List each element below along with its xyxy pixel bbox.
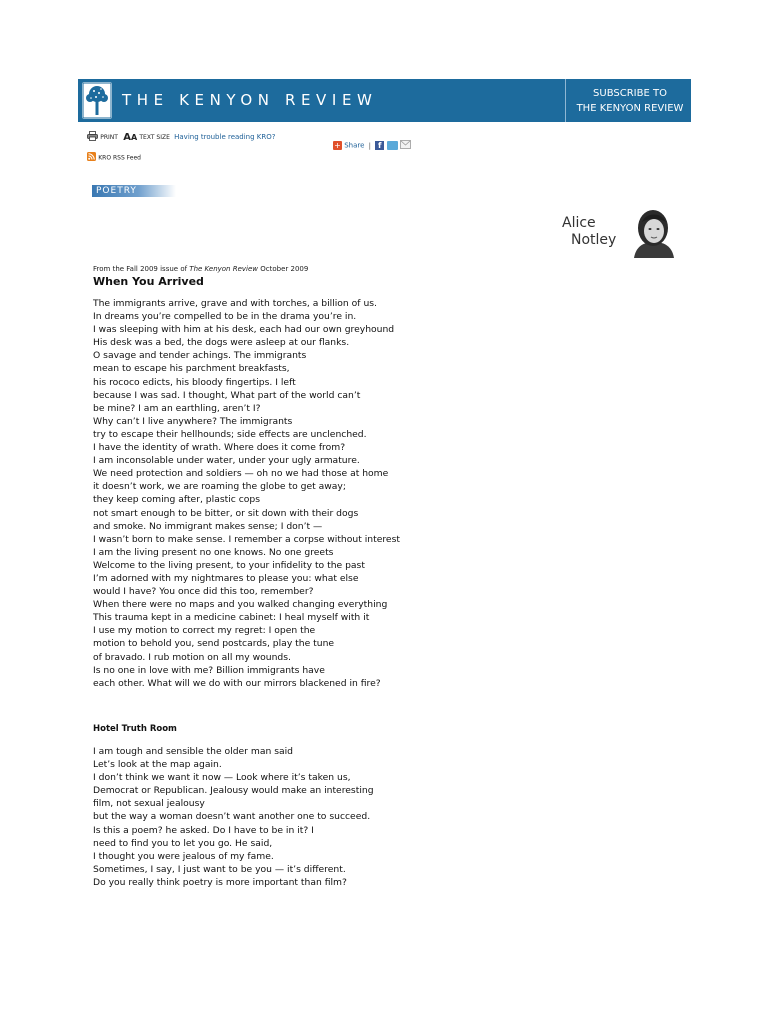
poem-line: In dreams you’re compelled to be in the drama you’re in.	[93, 311, 357, 323]
journal-name: The Kenyon Review	[189, 265, 259, 273]
poem-body-hotel-truth-room	[93, 745, 374, 889]
issue-date: October 2009	[260, 265, 309, 273]
poem-line: film, not sexual jealousy	[93, 798, 205, 810]
poem-line: Is this a poem? he asked. Do I have to be in it? I	[93, 824, 314, 836]
kenyon-tree-logo-icon[interactable]	[82, 82, 112, 119]
poem-line: because I was sad. I thought, What part of the world can’t	[93, 389, 361, 401]
issue-citation	[93, 265, 308, 273]
email-icon[interactable]	[400, 140, 411, 151]
poem-title-hotel-truth-room: Hotel Truth Room	[93, 724, 177, 734]
poem-line: be mine? I am an earthling, aren’t I?	[93, 402, 261, 414]
poem-line: and smoke. No immigrant makes sense; I don’t —	[93, 520, 323, 532]
share-link[interactable]: Share	[344, 141, 365, 150]
printer-icon[interactable]	[87, 131, 98, 143]
poem-line: not smart enough to be bitter, or sit down with their dogs	[93, 507, 359, 519]
poem-line: When there were no maps and you walked changing everything	[93, 599, 388, 611]
rss-icon[interactable]	[87, 152, 96, 163]
poem-line: Is no one in love with me? Billion immigrants have	[93, 664, 325, 676]
poem-line: it doesn’t work, we are roaming the globe to get away;	[93, 481, 346, 493]
poem-line: Democrat or Republican. Jealousy would make an interesting	[93, 785, 374, 797]
poem-line: I wasn’t born to make sense. I remember a corpse without interest	[93, 533, 400, 545]
poem-line: I am inconsolable under water, under your ugly armature.	[93, 455, 360, 467]
poem-line: they keep coming after, plastic cops	[93, 494, 261, 506]
text-size-icon[interactable]: AA	[123, 131, 138, 143]
poem-line: I’m adorned with my nightmares to please you: what else	[93, 572, 359, 584]
poem-line: his rococo edicts, his bloody fingertips. I left	[93, 376, 296, 388]
poem-line: Why can’t I live anywhere? The immigrants	[93, 415, 293, 427]
facebook-icon[interactable]: f	[375, 141, 384, 150]
text-size-link[interactable]: TEXT SIZE	[139, 134, 170, 141]
section-tab-poetry[interactable]	[92, 185, 176, 197]
share-separator: |	[368, 141, 372, 150]
poem-line: His desk was a bed, the dogs were asleep at our flanks.	[93, 337, 350, 349]
author-first-name: Alice	[562, 215, 596, 231]
subscribe-button[interactable]	[572, 86, 688, 116]
poem-line: Sometimes, I say, I just want to be you — it’s different.	[93, 863, 346, 875]
article-tools	[87, 131, 275, 143]
poem-line: This trauma kept in a medicine cabinet: I heal myself with it	[93, 612, 370, 624]
poem-line: of bravado. I rub motion on all my wounds.	[93, 651, 291, 663]
poem-line: Do you really think poetry is more important than film?	[93, 876, 347, 888]
poem-line: try to escape their hellhounds; side effects are unclenched.	[93, 428, 367, 440]
poem-line: I don’t think we want it now — Look where it’s taken us,	[93, 772, 351, 784]
poem-line: Let’s look at the map again.	[93, 759, 222, 771]
poem-body-when-you-arrived	[93, 297, 400, 690]
share-plus-icon[interactable]: +	[334, 141, 341, 150]
poem-line: I use my motion to correct my regret: I open the	[93, 625, 316, 637]
poem-line: We need protection and soldiers — oh no we had those at home	[93, 468, 389, 480]
share-bar	[333, 140, 411, 151]
author-last-name: Notley	[571, 232, 617, 248]
print-link[interactable]: PRINT	[100, 134, 118, 141]
poem-line: would I have? You once did this too, remember?	[93, 586, 314, 598]
poem-title-when-you-arrived: When You Arrived	[93, 275, 204, 288]
poem-line: I have the identity of wrath. Where does it come from?	[93, 442, 346, 454]
poem-line: The immigrants arrive, grave and with torches, a billion of us.	[93, 298, 377, 309]
banner-divider	[565, 79, 566, 122]
poem-line: O savage and tender achings. The immigrants	[93, 350, 307, 362]
issue-prefix: From the Fall 2009 issue of	[93, 265, 188, 273]
author-portrait	[626, 206, 681, 258]
rss-row	[87, 152, 141, 163]
poem-line: but the way a woman doesn’t want another one to succeed.	[93, 811, 371, 823]
rss-feed-link[interactable]: KRO RSS Feed	[98, 154, 141, 162]
trouble-reading-link[interactable]: Having trouble reading KRO?	[174, 133, 276, 141]
subscribe-line-1: SUBSCRIBE TO	[593, 88, 667, 99]
poem-line: motion to behold you, send postcards, play the tune	[93, 638, 335, 650]
site-title[interactable]: THE KENYON REVIEW	[122, 91, 378, 109]
poem-line: each other. What will we do with our mirrors blackened in fire?	[93, 677, 381, 689]
site-banner	[78, 79, 691, 122]
poem-line: I thought you were jealous of my fame.	[93, 850, 274, 862]
section-label: POETRY	[96, 186, 137, 196]
poem-line: I am tough and sensible the older man said	[93, 746, 293, 757]
poem-line: Welcome to the living present, to your infidelity to the past	[93, 559, 365, 571]
subscribe-line-2: THE KENYON REVIEW	[576, 103, 684, 114]
author-name	[562, 215, 616, 249]
poem-line: mean to escape his parchment breakfasts,	[93, 363, 290, 375]
poem-line: need to find you to let you go. He said,	[93, 837, 273, 849]
poem-line: I was sleeping with him at his desk, each had our own greyhound	[93, 324, 395, 336]
poem-line: I am the living present no one knows. No one greets	[93, 546, 334, 558]
twitter-icon[interactable]	[387, 141, 398, 150]
